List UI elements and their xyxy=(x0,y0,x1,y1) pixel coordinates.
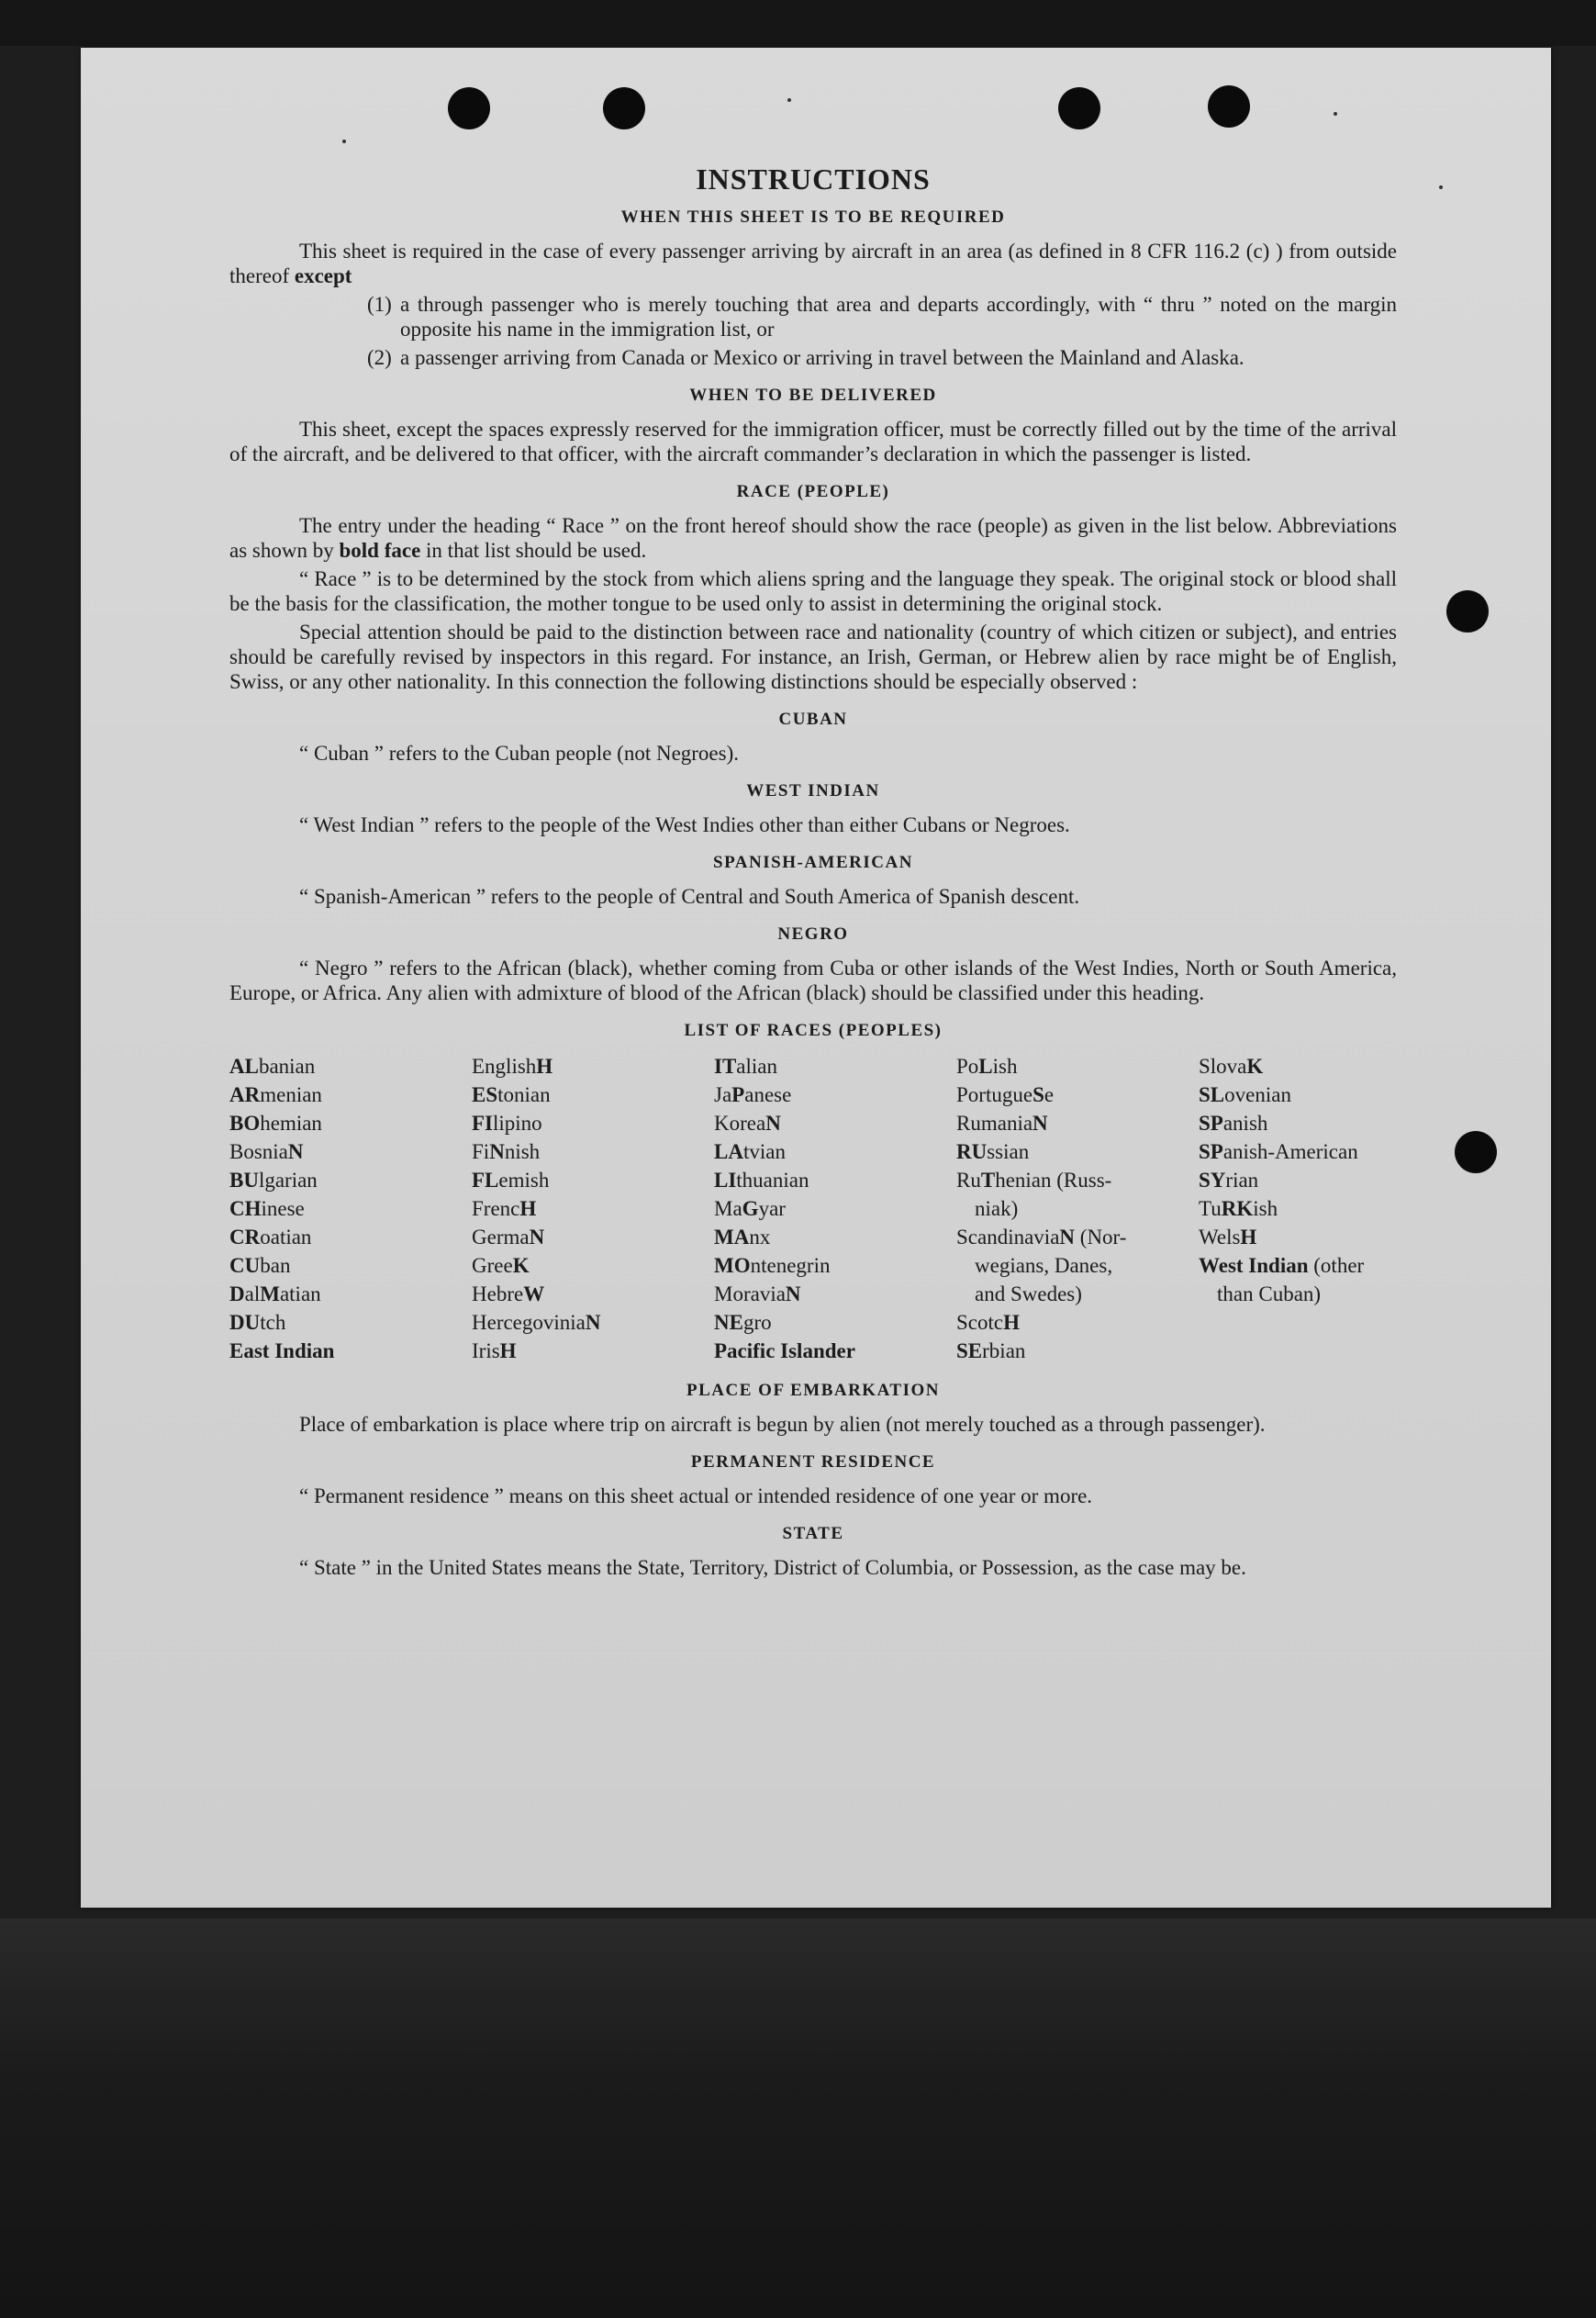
section-heading: WHEN TO BE DELIVERED xyxy=(689,386,937,405)
race-abbrev: N xyxy=(585,1311,601,1334)
race-entry xyxy=(714,1251,956,1280)
race-entry xyxy=(714,1308,956,1337)
race-text: anish xyxy=(1222,1112,1268,1135)
race-text: Bosnia xyxy=(229,1140,288,1163)
race-abbrev: LA xyxy=(714,1140,743,1163)
race-text: ish xyxy=(1253,1197,1278,1220)
paragraph: “ Spanish-American ” refers to the people of Central and South America of Spanish descent. xyxy=(299,885,1080,908)
race-abbrev: S xyxy=(1032,1083,1044,1106)
race-abbrev: IT xyxy=(714,1055,737,1078)
race-entry xyxy=(229,1081,472,1109)
section-heading: PERMANENT RESIDENCE xyxy=(690,1452,936,1472)
race-entry xyxy=(1199,1280,1397,1308)
section-heading: SPANISH-AMERICAN xyxy=(713,853,913,872)
race-entry xyxy=(229,1251,472,1280)
race-text: atian xyxy=(279,1282,321,1305)
race-entry xyxy=(714,1337,956,1365)
race-abbrev: SY xyxy=(1199,1169,1226,1192)
race-entry xyxy=(1199,1223,1397,1251)
section-heading: CUBAN xyxy=(778,710,848,729)
race-abbrev: K xyxy=(1246,1055,1264,1078)
paragraph: This sheet is required in the case of every passenger arriving by aircraft in an area (as defined in 8 CFR 116.2 (c) ) from outside thereof except xyxy=(229,240,1397,287)
race-abbrev: H xyxy=(499,1339,517,1362)
race-text: emish xyxy=(498,1169,550,1192)
section-heading: PLACE OF EMBARKATION xyxy=(686,1381,940,1400)
race-abbrev: H xyxy=(1003,1311,1020,1334)
race-abbrev: ES xyxy=(472,1083,498,1106)
race-entry xyxy=(956,1308,1199,1337)
paragraph: Place of embarkation is place where trip on aircraft is begun by alien (not merely touched as a through passenger). xyxy=(299,1413,1266,1436)
race-text: tvian xyxy=(742,1140,786,1163)
section-heading: NEGRO xyxy=(777,924,849,944)
race-abbrev: CH xyxy=(229,1197,262,1220)
race-entry xyxy=(229,1194,472,1223)
race-entry xyxy=(472,1052,714,1081)
race-entry xyxy=(229,1280,472,1308)
race-text: Korea xyxy=(714,1112,766,1135)
race-text: Slova xyxy=(1199,1055,1247,1078)
race-abbrev: RU xyxy=(956,1140,988,1163)
race-abbrev: SP xyxy=(1199,1140,1223,1163)
list-number: (1) xyxy=(367,293,392,316)
race-abbrev: W xyxy=(523,1282,545,1305)
race-entry xyxy=(1199,1166,1397,1194)
section-west-indian xyxy=(229,778,1397,837)
race-abbrev: N xyxy=(1032,1112,1048,1135)
race-text: inese xyxy=(261,1197,305,1220)
paragraph: “ Permanent residence ” means on this sheet actual or intended residence of one year or more. xyxy=(299,1484,1093,1507)
races-column xyxy=(229,1052,472,1365)
races-grid xyxy=(229,1052,1397,1365)
race-entry xyxy=(956,1223,1199,1251)
race-text: nx xyxy=(749,1226,771,1249)
punch-hole xyxy=(1446,590,1489,633)
race-entry xyxy=(229,1223,472,1251)
race-abbrev: T xyxy=(980,1169,996,1192)
race-entry xyxy=(956,1280,1199,1308)
punch-hole xyxy=(448,87,490,129)
race-entry xyxy=(472,1280,714,1308)
race-abbrev: H xyxy=(536,1055,553,1078)
race-entry xyxy=(472,1081,714,1109)
race-text: Scandinavia xyxy=(956,1226,1060,1249)
race-text: Hebre xyxy=(472,1282,524,1305)
race-entry xyxy=(472,1109,714,1137)
list-item xyxy=(367,292,1397,342)
race-abbrev: N xyxy=(489,1140,505,1163)
race-entry xyxy=(472,1166,714,1194)
race-text: (other xyxy=(1308,1254,1365,1277)
paragraph: This sheet, except the spaces expressly reserved for the immigration officer, must be correctly filled out by the time of the arrival of the aircraft, and be delivered to that officer, with the aircraft commander’s declaration in which the passenger is listed. xyxy=(229,418,1397,465)
section-state xyxy=(229,1521,1397,1580)
punch-hole xyxy=(1455,1131,1497,1173)
section-race xyxy=(229,479,1397,694)
section-heading: WEST INDIAN xyxy=(746,781,880,801)
race-text: oatian xyxy=(260,1226,312,1249)
race-entry xyxy=(1199,1052,1397,1081)
races-column xyxy=(714,1052,956,1365)
race-entry xyxy=(1199,1137,1397,1166)
race-abbrev: N xyxy=(785,1282,801,1305)
race-text: Scotc xyxy=(956,1311,1004,1334)
race-abbrev: East Indian xyxy=(229,1339,335,1362)
paragraph: Special attention should be paid to the distinction between race and nationality (country of which citizen or subject), and entries should be carefully revised by inspectors in this regard. For instance, an Irish, German, or Hebrew alien by race might be of English, Swiss, or any other nationality. In this connection the following distinctions should be especially observed : xyxy=(229,621,1397,693)
paragraph: The entry under the heading “ Race ” on the front hereof should show the race (people) as given in the list below. Abbreviations as shown by bold face in that list should be used. xyxy=(229,514,1397,562)
race-entry xyxy=(956,1337,1199,1365)
race-text: than Cuban) xyxy=(1217,1282,1322,1305)
race-text: Moravia xyxy=(714,1282,786,1305)
race-entry xyxy=(229,1052,472,1081)
race-abbrev: West Indian xyxy=(1199,1254,1309,1277)
paragraph: “ State ” in the United States means the State, Territory, District of Columbia, or Possession, as the case may be. xyxy=(299,1556,1246,1579)
race-abbrev: D xyxy=(229,1282,245,1305)
race-abbrev: CU xyxy=(229,1254,261,1277)
race-entry xyxy=(229,1137,472,1166)
paragraph: “ West Indian ” refers to the people of the West Indies other than either Cubans or Negroes. xyxy=(299,813,1070,836)
race-text: Germa xyxy=(472,1226,530,1249)
race-entry xyxy=(472,1308,714,1337)
race-entry xyxy=(714,1052,956,1081)
scan-speck xyxy=(342,140,346,143)
race-abbrev: SE xyxy=(956,1339,983,1362)
race-abbrev: K xyxy=(512,1254,530,1277)
race-entry xyxy=(1199,1081,1397,1109)
section-heading: WHEN THIS SHEET IS TO BE REQUIRED xyxy=(620,207,1006,227)
race-abbrev: H xyxy=(519,1197,537,1220)
race-abbrev: MO xyxy=(714,1254,751,1277)
race-abbrev: SP xyxy=(1199,1112,1223,1135)
race-text: Fi xyxy=(472,1140,490,1163)
race-text: Rumania xyxy=(956,1112,1033,1135)
races-column xyxy=(1199,1052,1397,1365)
race-entry xyxy=(956,1166,1199,1194)
race-abbrev: H xyxy=(1240,1226,1257,1249)
section-permanent-residence xyxy=(229,1450,1397,1508)
race-text: wegians, Danes, xyxy=(975,1254,1113,1277)
scan-speck xyxy=(1334,112,1337,116)
race-entry xyxy=(714,1081,956,1109)
punch-hole xyxy=(1208,85,1250,128)
section-list-of-races xyxy=(229,1018,1397,1365)
race-entry xyxy=(714,1109,956,1137)
race-text: henian (Russ- xyxy=(995,1169,1112,1192)
race-text: rian xyxy=(1225,1169,1259,1192)
race-text: lipino xyxy=(493,1112,542,1135)
race-abbrev: Pacific Islander xyxy=(714,1339,855,1362)
scan-background-top xyxy=(0,0,1596,46)
scan-speck xyxy=(1439,185,1443,189)
race-text: al xyxy=(244,1282,261,1305)
race-entry xyxy=(229,1337,472,1365)
race-abbrev: AL xyxy=(229,1055,259,1078)
race-entry xyxy=(229,1109,472,1137)
race-text: tonian xyxy=(497,1083,551,1106)
race-text: yar xyxy=(758,1197,786,1220)
race-abbrev: FI xyxy=(472,1112,493,1135)
race-text: alian xyxy=(736,1055,777,1078)
race-text: Ja xyxy=(714,1083,732,1106)
race-text: anish-American xyxy=(1222,1140,1358,1163)
paragraph: “ Race ” is to be determined by the stock from which aliens spring and the language they speak. The original stock or blood shall be the basis for the classification, the mother tongue to be used only to assist in determining the original stock. xyxy=(229,567,1397,615)
race-abbrev: P xyxy=(731,1083,745,1106)
race-entry xyxy=(472,1194,714,1223)
race-text: and Swedes) xyxy=(975,1282,1082,1305)
race-abbrev: G xyxy=(742,1197,759,1220)
section-heading: RACE (PEOPLE) xyxy=(736,482,890,501)
race-abbrev: CR xyxy=(229,1226,261,1249)
race-entry xyxy=(714,1137,956,1166)
race-abbrev: BO xyxy=(229,1112,261,1135)
races-column xyxy=(472,1052,714,1365)
race-entry xyxy=(956,1137,1199,1166)
race-text: thuanian xyxy=(736,1169,809,1192)
race-abbrev: BU xyxy=(229,1169,259,1192)
punch-hole xyxy=(1058,87,1100,129)
race-text: Iris xyxy=(472,1339,500,1362)
race-text: Tu xyxy=(1199,1197,1222,1220)
race-entry xyxy=(1199,1194,1397,1223)
race-entry xyxy=(472,1337,714,1365)
scan-speck xyxy=(787,98,791,102)
race-text: English xyxy=(472,1055,537,1078)
page-title: INSTRUCTIONS xyxy=(696,162,931,196)
race-entry xyxy=(1199,1109,1397,1137)
race-text: ban xyxy=(260,1254,291,1277)
race-text: Gree xyxy=(472,1254,513,1277)
race-abbrev: MA xyxy=(714,1226,750,1249)
list-number: (2) xyxy=(367,346,392,369)
section-cuban xyxy=(229,707,1397,766)
race-abbrev: N xyxy=(765,1112,781,1135)
race-entry xyxy=(1199,1251,1397,1280)
race-entry xyxy=(956,1052,1199,1081)
section-heading: STATE xyxy=(782,1524,844,1543)
race-abbrev: N xyxy=(1059,1226,1076,1249)
race-abbrev: L xyxy=(978,1055,993,1078)
section-when-required xyxy=(229,205,1397,370)
race-text: ssian xyxy=(987,1140,1030,1163)
list-item xyxy=(367,345,1397,370)
race-abbrev: LI xyxy=(714,1169,737,1192)
paragraph: “ Cuban ” refers to the Cuban people (not Negroes). xyxy=(299,742,740,765)
race-text: Ru xyxy=(956,1169,981,1192)
race-text: Po xyxy=(956,1055,979,1078)
race-text: lgarian xyxy=(258,1169,318,1192)
race-text: gro xyxy=(742,1311,772,1334)
instructions-content xyxy=(229,162,1397,1580)
race-abbrev: SL xyxy=(1199,1083,1225,1106)
section-heading: LIST OF RACES (PEOPLES) xyxy=(684,1021,943,1040)
race-entry xyxy=(956,1109,1199,1137)
race-abbrev: AR xyxy=(229,1083,261,1106)
race-entry xyxy=(472,1251,714,1280)
race-abbrev: N xyxy=(529,1226,545,1249)
race-text: ovenian xyxy=(1224,1083,1291,1106)
race-entry xyxy=(714,1194,956,1223)
race-abbrev: M xyxy=(260,1282,280,1305)
section-when-delivered xyxy=(229,383,1397,466)
race-entry xyxy=(229,1308,472,1337)
race-entry xyxy=(714,1166,956,1194)
punch-hole xyxy=(603,87,645,129)
race-text: ntenegrin xyxy=(750,1254,831,1277)
race-text: Portugue xyxy=(956,1083,1033,1106)
race-text: rbian xyxy=(982,1339,1026,1362)
race-entry xyxy=(472,1223,714,1251)
section-negro xyxy=(229,922,1397,1005)
section-place-of-embarkation xyxy=(229,1378,1397,1437)
race-text: e xyxy=(1044,1083,1055,1106)
list-text: a passenger arriving from Canada or Mexico or arriving in travel between the Mainland and Alaska. xyxy=(400,346,1244,369)
section-spanish-american xyxy=(229,850,1397,909)
race-text: Ma xyxy=(714,1197,742,1220)
race-entry xyxy=(956,1081,1199,1109)
race-text: ish xyxy=(992,1055,1018,1078)
race-text: (Nor- xyxy=(1075,1226,1127,1249)
race-abbrev: DU xyxy=(229,1311,261,1334)
race-entry xyxy=(472,1137,714,1166)
race-entry xyxy=(956,1251,1199,1280)
race-entry xyxy=(714,1280,956,1308)
list-text: a through passenger who is merely touching that area and departs accordingly, with “ thru ” noted on the margin opposite his name in the immigration list, or xyxy=(400,293,1397,341)
race-text: Frenc xyxy=(472,1197,520,1220)
race-abbrev: RK xyxy=(1221,1197,1254,1220)
race-text: Hercegovinia xyxy=(472,1311,586,1334)
race-entry xyxy=(714,1223,956,1251)
paragraph: “ Negro ” refers to the African (black), whether coming from Cuba or other islands of the West Indies, North or South America, Europe, or Africa. Any alien with admixture of blood of the African (black) should be classified under this heading. xyxy=(229,957,1397,1004)
race-text: nish xyxy=(504,1140,541,1163)
race-text: banian xyxy=(258,1055,316,1078)
race-text: Wels xyxy=(1199,1226,1241,1249)
races-column xyxy=(956,1052,1199,1365)
race-abbrev: FL xyxy=(472,1169,499,1192)
race-text: niak) xyxy=(975,1197,1019,1220)
race-entry xyxy=(956,1194,1199,1223)
scan-background-bottom xyxy=(0,1919,1596,2318)
race-text: hemian xyxy=(260,1112,322,1135)
race-abbrev: NE xyxy=(714,1311,743,1334)
race-text: menian xyxy=(260,1083,322,1106)
race-abbrev: N xyxy=(287,1140,304,1163)
race-entry xyxy=(229,1166,472,1194)
race-text: tch xyxy=(260,1311,286,1334)
race-text: anese xyxy=(744,1083,792,1106)
